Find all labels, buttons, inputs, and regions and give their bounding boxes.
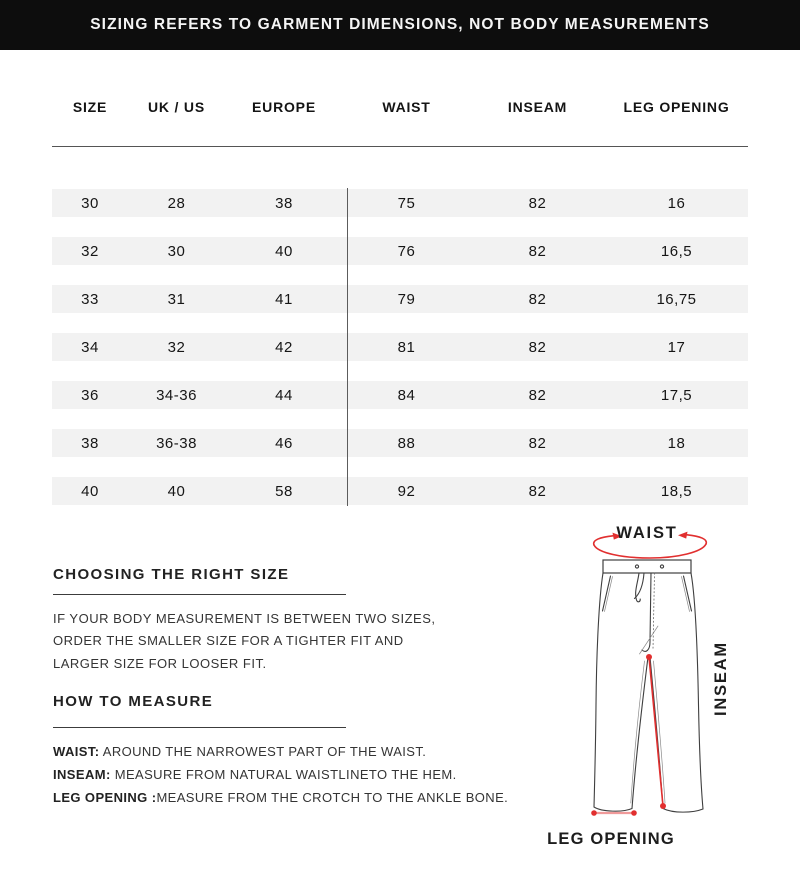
table-cell: 46	[275, 434, 293, 452]
table-cell: 82	[528, 290, 547, 308]
measure-item	[53, 786, 593, 809]
table-row	[52, 237, 748, 265]
inseam-diagram-label: INSEAM	[712, 641, 730, 716]
choosing-size-body	[53, 608, 483, 675]
table-cell: 34-36	[156, 386, 197, 404]
table-cell: 40	[275, 242, 293, 260]
table-cell: 84	[397, 386, 416, 404]
column-header: EUROPE	[252, 99, 316, 115]
table-cell: 36-38	[156, 434, 197, 452]
measure-item	[53, 763, 593, 786]
table-cell: 32	[167, 338, 186, 356]
choosing-size-text-line: ORDER THE SMALLER SIZE FOR A TIGHTER FIT AND	[53, 633, 404, 649]
table-cell: 18	[667, 434, 686, 452]
column-header: LEG OPENING	[623, 99, 730, 115]
table-cell: 58	[275, 482, 293, 500]
measure-item-text: MEASURE FROM NATURAL WAISTLINETO THE HEM.	[110, 767, 457, 782]
table-cell: 17,5	[660, 386, 693, 404]
pants-measurement-diagram	[540, 500, 800, 882]
table-cell: 82	[528, 338, 547, 356]
table-header-rule	[52, 146, 748, 147]
table-cell: 81	[397, 338, 416, 356]
table-cell: 17	[667, 338, 686, 356]
banner-text: SIZING REFERS TO GARMENT DIMENSIONS, NOT BODY MEASUREMENTS	[90, 16, 710, 33]
column-header: WAIST	[382, 99, 431, 115]
table-cell: 32	[81, 242, 99, 260]
table-cell: 30	[167, 242, 186, 260]
table-cell: 16,5	[660, 242, 693, 260]
table-cell: 88	[397, 434, 416, 452]
table-cell: 18,5	[660, 482, 693, 500]
table-cell: 75	[397, 194, 416, 212]
banner	[0, 0, 800, 50]
table-column-divider	[347, 188, 348, 506]
table-cell: 40	[81, 482, 99, 500]
table-cell: 38	[81, 434, 99, 452]
how-to-measure-rule	[53, 727, 346, 728]
how-to-measure-title: HOW TO MEASURE	[53, 693, 214, 710]
choosing-size-text-line: IF YOUR BODY MEASUREMENT IS BETWEEN TWO SIZES,	[53, 611, 436, 626]
table-cell: 44	[275, 386, 293, 404]
table-cell: 16	[667, 194, 686, 212]
table-cell: 34	[81, 338, 99, 356]
size-table	[52, 189, 748, 525]
table-row	[52, 381, 748, 409]
column-header: SIZE	[72, 99, 108, 115]
table-cell: 82	[528, 434, 547, 452]
inseam-measure-line-icon	[646, 654, 666, 809]
table-row	[52, 189, 748, 217]
size-table-header	[52, 99, 748, 115]
table-cell: 30	[81, 194, 99, 212]
table-cell: 79	[397, 290, 416, 308]
table-row	[52, 285, 748, 313]
measure-item-label: INSEAM:	[53, 767, 111, 782]
table-cell: 92	[397, 482, 416, 500]
pants-drawing	[594, 560, 703, 812]
how-to-measure-list	[53, 740, 593, 809]
table-cell: 38	[275, 194, 293, 212]
choosing-title-rule	[53, 594, 346, 595]
column-header: INSEAM	[507, 99, 568, 115]
table-cell: 42	[275, 338, 293, 356]
choosing-size-text-line: LARGER SIZE FOR LOOSER FIT.	[53, 655, 267, 671]
table-cell: 16,75	[656, 290, 697, 308]
table-cell: 82	[528, 482, 547, 500]
table-cell: 82	[528, 194, 547, 212]
column-header: UK / US	[148, 99, 205, 115]
measure-item	[53, 740, 593, 763]
table-cell: 82	[528, 242, 547, 260]
table-cell: 36	[81, 386, 99, 404]
table-cell: 28	[167, 194, 186, 212]
measure-item-label: WAIST:	[53, 744, 100, 759]
table-cell: 76	[397, 242, 416, 260]
table-cell: 41	[275, 290, 293, 308]
measure-item-text: MEASURE FROM THE CROTCH TO THE ANKLE BONE.	[156, 790, 509, 805]
table-cell: 33	[81, 290, 99, 308]
table-row	[52, 333, 748, 361]
table-cell: 82	[528, 386, 547, 404]
table-cell: 31	[167, 290, 186, 308]
leg-opening-diagram-label: LEG OPENING	[547, 830, 675, 848]
table-row	[52, 429, 748, 457]
waist-diagram-label: WAIST	[616, 524, 678, 542]
table-cell: 40	[167, 482, 186, 500]
measure-item-label: LEG OPENING :	[53, 790, 157, 805]
choosing-size-title: CHOOSING THE RIGHT SIZE	[53, 566, 290, 583]
measure-item-text: AROUND THE NARROWEST PART OF THE WAIST.	[99, 744, 427, 759]
